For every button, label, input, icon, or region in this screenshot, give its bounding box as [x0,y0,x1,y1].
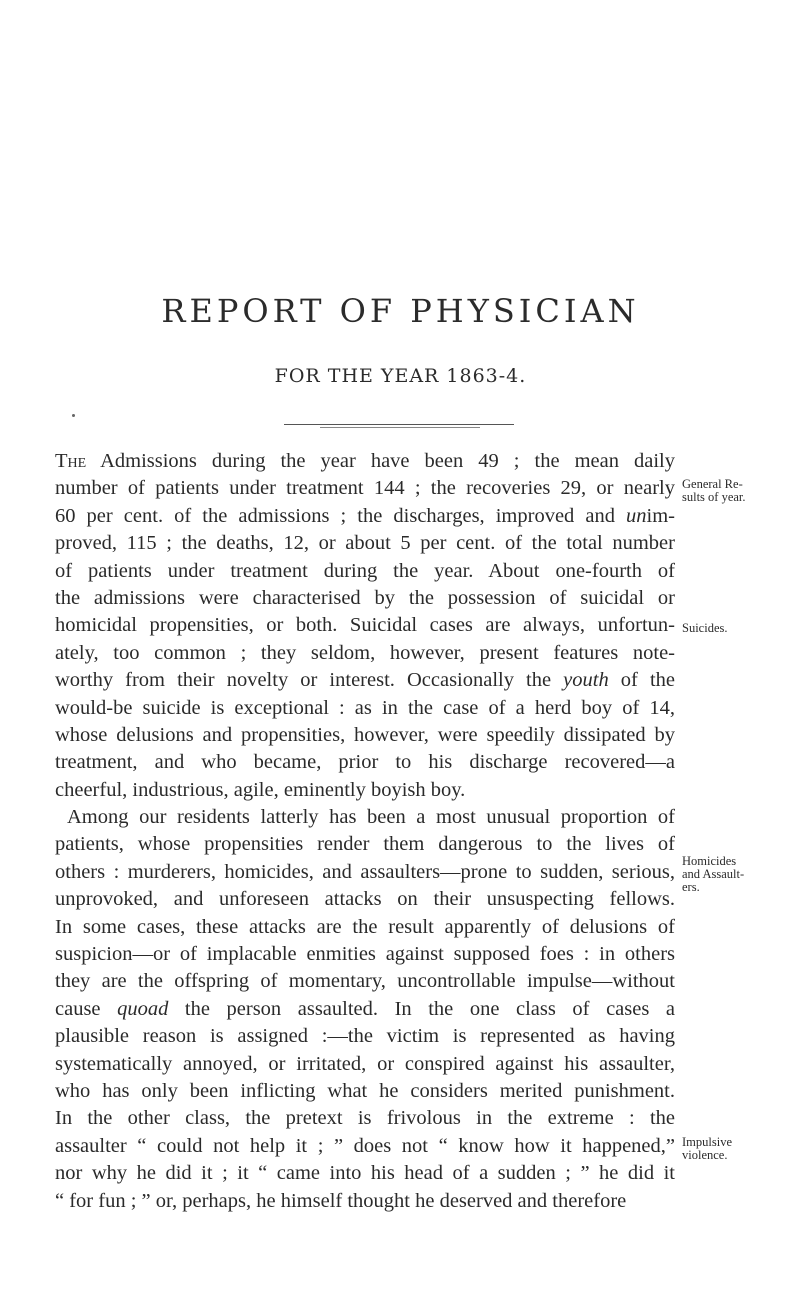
margin-note-line: Impulsive [682,1134,732,1149]
text-run: the admissions were characterised by the possession of suicidal or [55,586,675,609]
page-subtitle: FOR THE YEAR 1863-4. [274,365,527,387]
text-line [55,640,675,667]
text-run: whose delusions and propensities, however, were speedily dissipated by [55,723,675,746]
margin-note [682,622,801,635]
text-line [55,1023,675,1050]
divider-rule-short [320,427,480,428]
text-run: cause [55,997,118,1020]
text-line [55,448,675,475]
margin-note-line: ers. [682,880,700,895]
text-line [55,1188,675,1215]
text-line [55,941,675,968]
body-text [55,448,675,1215]
text-run: im- [646,504,675,527]
text-line [55,968,675,995]
text-line [55,1133,675,1160]
text-run: of patients under treatment during the year. About one-fourth of [55,559,675,582]
margin-note-line: Homicides [682,854,737,869]
divider-rule [284,424,514,425]
italic-text: quoad [117,997,169,1020]
text-line [55,1078,675,1105]
text-run: proved, 115 ; the deaths, 12, or about 5 per cent. of the total number [55,532,675,555]
text-run: number of patients under treatment 144 ; the recoveries 29, or nearly [55,477,675,500]
text-run: Among our residents latterly has been a most unusual proportion of [67,806,675,829]
text-line [55,886,675,913]
text-run: Admissions during the year have been 49 ; the mean daily [86,450,675,472]
text-run: systematically annoyed, or irritated, or conspired against his assaulter, [55,1052,675,1075]
text-run: plausible reason is assigned :—the victim is represented as having [55,1025,675,1048]
text-run: cheerful, industrious, agile, eminently boyish boy. [55,778,466,801]
margin-note-line: and Assault- [682,867,745,882]
text-line [55,1051,675,1078]
text-run: unprovoked, and unforeseen attacks on their unsuspecting fellows. [55,888,675,911]
text-run: of the [608,669,675,692]
small-caps-text: The [55,450,87,472]
text-line [55,831,675,858]
text-run: suspicion—or of implacable enmities against supposed foes : in others [55,943,675,966]
text-line [55,475,675,502]
text-line [55,777,675,804]
text-run: others : murderers, homicides, and assaulters—prone to sudden, serious, [55,860,675,883]
text-run: 60 per cent. of the admissions ; the discharges, improved and [55,504,627,527]
text-line [55,996,675,1023]
text-run: worthy from their novelty or interest. Occasionally the [55,669,564,692]
margin-note [682,1136,801,1162]
text-line [55,558,675,585]
ink-speck [72,414,75,417]
text-line [55,722,675,749]
text-line [55,530,675,557]
text-line [55,667,675,694]
text-run: “ for fun ; ” or, perhaps, he himself thought he deserved and therefore [55,1189,627,1212]
text-run: homicidal propensities, or both. Suicidal cases are always, unfortun- [55,614,675,637]
text-run: who has only been inflicting what he considers merited punishment. [55,1079,675,1102]
text-line [55,612,675,639]
text-run: In the other class, the pretext is frivolous in the extreme : the [55,1107,675,1130]
margin-note-line: violence. [682,1147,728,1162]
text-line [55,503,675,530]
text-run: they are the offspring of momentary, uncontrollable impulse—without [55,970,675,993]
margin-note [682,855,801,894]
text-run: nor why he did it ; it “ came into his head of a sudden ; ” he did it [55,1162,675,1185]
text-run: the person assaulted. In the one class of cases a [168,997,675,1020]
text-line [55,585,675,612]
text-run: assaulter “ could not help it ; ” does not “ know how it happened,” [55,1134,675,1157]
italic-text: un [626,504,647,527]
text-run: ately, too common ; they seldom, however, present features note- [55,641,675,664]
margin-note-line: General Re- [682,477,743,492]
text-line [55,859,675,886]
text-run: would-be suicide is exceptional : as in the case of a herd boy of 14, [55,696,675,719]
page-title: REPORT OF PHYSICIAN [161,292,640,330]
margin-note-line: sults of year. [682,490,746,505]
text-run: In some cases, these attacks are the result apparently of delusions of [55,915,675,938]
italic-text: youth [563,669,609,692]
text-run: treatment, and who became, prior to his discharge recovered—a [55,751,675,774]
margin-note-line: Suicides. [682,620,728,635]
text-line [55,1160,675,1187]
margin-note [682,478,801,504]
text-line [55,804,675,831]
text-run: patients, whose propensities render them dangerous to the lives of [55,833,675,856]
text-line [55,749,675,776]
text-line [55,914,675,941]
text-line [55,1105,675,1132]
text-line [55,695,675,722]
